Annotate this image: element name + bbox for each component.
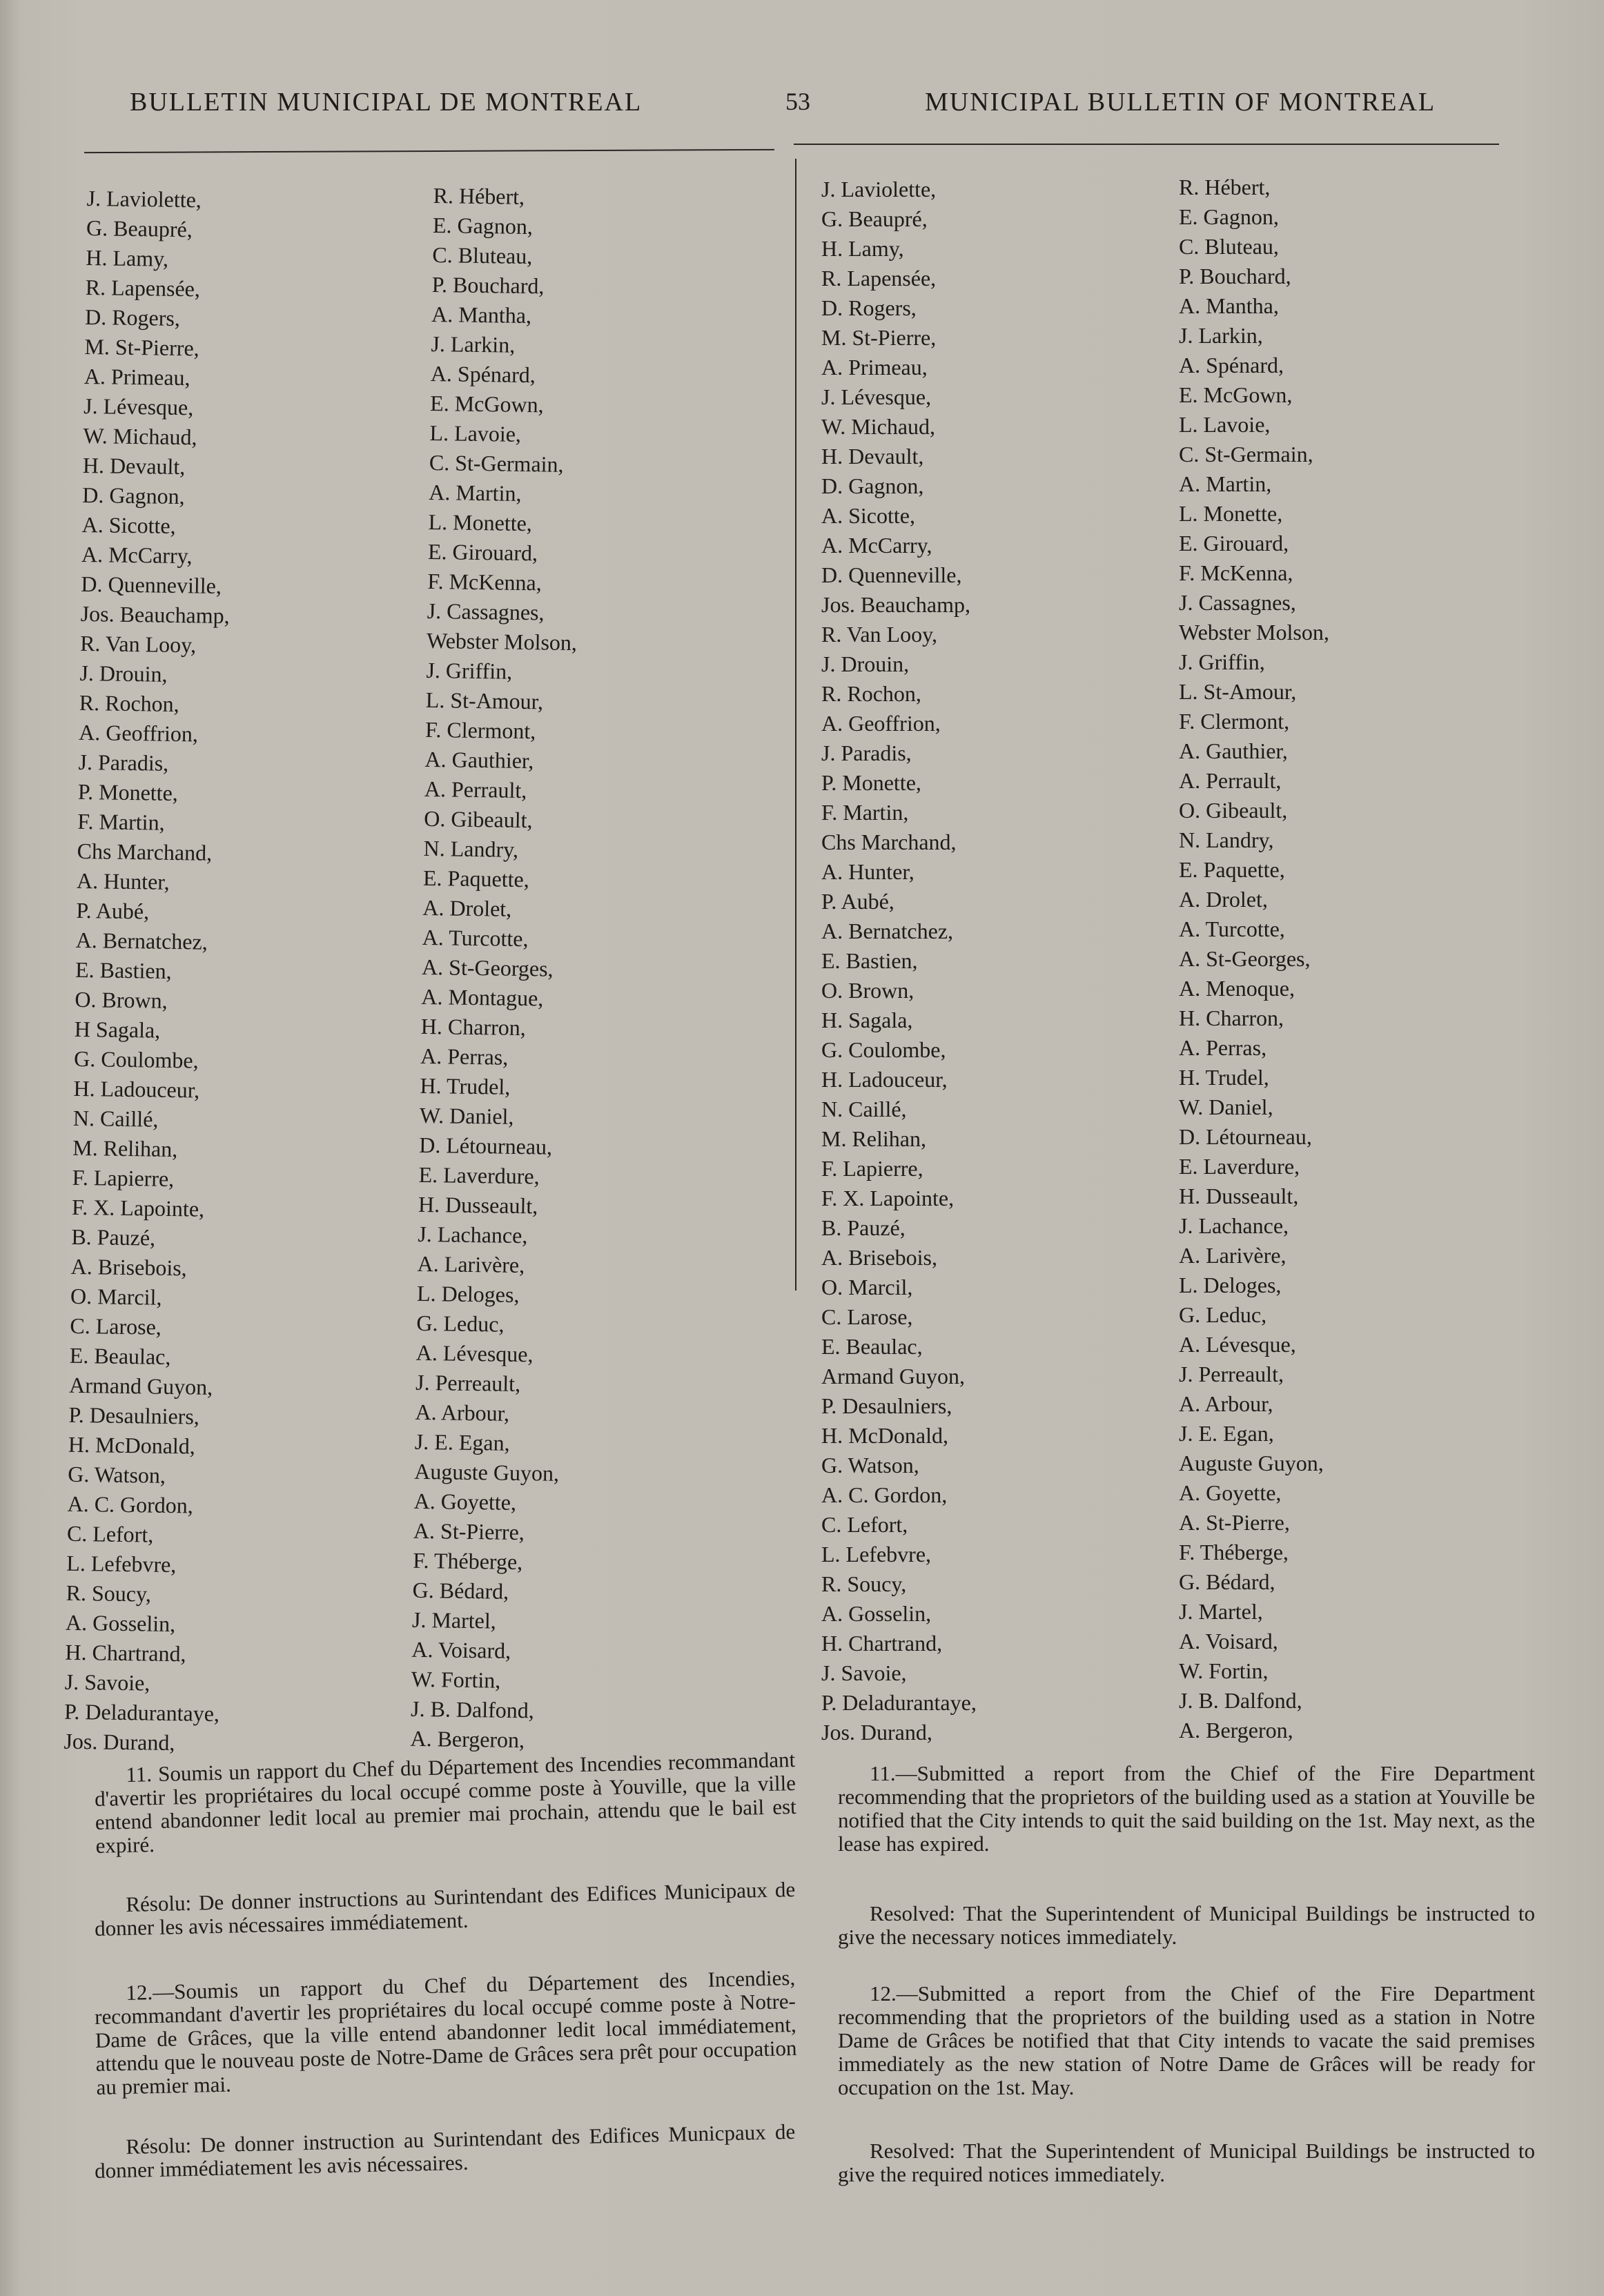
name-entry: P. Desaulniers, <box>821 1393 952 1418</box>
name-entry: W. Michaud, <box>83 422 197 450</box>
name-entry: J. Lachance, <box>418 1221 528 1248</box>
english-names-column-2 <box>1179 173 1329 1745</box>
name-entry: E. Bastien, <box>75 956 172 983</box>
name-entry: C. Bluteau, <box>432 242 533 269</box>
name-entry: A. Sicotte, <box>821 503 915 528</box>
header-rule-left <box>84 149 774 153</box>
french-names-column-2 <box>410 181 584 1756</box>
name-entry: R. Van Looy, <box>79 630 197 658</box>
name-entry: H. Ladouceur, <box>821 1067 948 1092</box>
english-names-column-1 <box>821 175 977 1747</box>
name-entry: P. Aubé, <box>76 897 150 924</box>
name-entry: Webster Molson, <box>1179 620 1329 645</box>
name-entry: H. McDonald, <box>68 1431 196 1459</box>
name-entry: L. Monette, <box>1179 501 1283 526</box>
name-entry: A. Perrault, <box>424 776 527 803</box>
name-entry: A. St-Georges, <box>421 954 554 981</box>
name-entry: R. Soucy, <box>821 1571 907 1596</box>
name-entry: A. Lévesque, <box>1179 1332 1296 1357</box>
name-entry: J. Lévesque, <box>83 393 194 420</box>
name-entry: Auguste Guyon, <box>1179 1451 1324 1475</box>
name-entry: G. Coulombe, <box>73 1046 199 1073</box>
name-entry: F. McKenna, <box>427 568 542 596</box>
name-entry: R. Hébert, <box>1179 175 1271 199</box>
name-entry: J. Drouin, <box>79 660 168 687</box>
name-entry: G. Beaupré, <box>86 215 193 242</box>
name-entry: H. McDonald, <box>821 1423 948 1448</box>
name-entry: H. Devault, <box>82 452 186 480</box>
name-entry: H Sagala, <box>74 1016 161 1043</box>
name-entry: G. Leduc, <box>1179 1302 1267 1327</box>
name-entry: A. Primeau, <box>84 363 190 391</box>
name-entry: H. Chartrand, <box>821 1631 943 1656</box>
name-entry: G. Beaupré, <box>821 206 928 231</box>
name-entry: A. Perras, <box>420 1043 509 1070</box>
name-entry: O. Brown, <box>821 978 915 1003</box>
name-entry: A. St-Pierre, <box>1179 1510 1290 1535</box>
name-entry: A. St-Pierre, <box>413 1518 525 1545</box>
name-entry: G. Leduc, <box>416 1310 505 1337</box>
name-entry: E. Paquette, <box>422 865 530 892</box>
page-number: 53 <box>785 88 810 115</box>
name-entry: H. Dusseault, <box>418 1191 538 1219</box>
name-entry: A. Gosselin, <box>821 1601 932 1626</box>
name-entry: D. Rogers, <box>84 304 181 331</box>
name-entry: R. Soucy, <box>66 1580 152 1607</box>
name-entry: F. Clermont, <box>1179 709 1290 734</box>
name-entry: A. Menoque, <box>1179 976 1295 1001</box>
name-entry: J. Perreault, <box>1179 1362 1284 1386</box>
name-entry: A. Turcotte, <box>1179 916 1285 941</box>
name-entry: Jos. Durand, <box>821 1720 932 1745</box>
name-entry: E. Beaulac, <box>69 1342 171 1369</box>
name-entry: B. Pauzé, <box>821 1215 906 1240</box>
name-entry: A. Geoffrion, <box>821 711 941 736</box>
english-item-11: 11.—Submitted a report from the Chief of the Fire Department recommending that the proprietors of the building used as a station at Youville be notified that the City intends to quit the said building on the 1st. May next, as the lease has expired. <box>838 1761 1535 1856</box>
name-entry: A. Lévesque, <box>415 1340 534 1367</box>
name-entry: R. Van Looy, <box>821 622 937 647</box>
name-entry: A. Gauthier, <box>1179 738 1288 763</box>
name-entry: J. Cassagnes, <box>1179 590 1296 615</box>
name-entry: J. Perreault, <box>415 1369 521 1397</box>
name-entry: H. Charron, <box>420 1013 527 1041</box>
name-entry: C. Larose, <box>821 1304 913 1329</box>
name-entry: E. Laverdure, <box>418 1161 540 1189</box>
name-entry: F. Clermont, <box>424 716 536 744</box>
name-entry: J. Lachance, <box>1179 1213 1289 1238</box>
name-entry: A. Mantha, <box>1179 293 1279 318</box>
name-entry: J. Martel, <box>411 1607 497 1633</box>
name-entry: G. Watson, <box>821 1453 919 1478</box>
name-entry: Auguste Guyon, <box>413 1458 560 1486</box>
name-entry: A. Bernatchez, <box>75 927 208 954</box>
name-entry: A. McCarry, <box>81 541 193 569</box>
name-entry: J. Griffin, <box>426 657 513 684</box>
name-entry: A. Sicotte, <box>81 511 176 538</box>
name-entry: N. Landry, <box>1179 827 1274 852</box>
name-entry: J. Lévesque, <box>821 384 932 409</box>
name-entry: D. Rogers, <box>821 295 917 320</box>
name-entry: O. Gibeault, <box>1179 798 1288 823</box>
name-entry: J. Laviolette, <box>821 177 937 202</box>
name-entry: A. Goyette, <box>413 1488 517 1515</box>
header-right-title: MUNICIPAL BULLETIN OF MONTREAL <box>925 88 1436 117</box>
name-entry: N. Caillé, <box>72 1105 159 1132</box>
name-entry: J. B. Dalfond, <box>410 1696 535 1723</box>
name-entry: H. Sagala, <box>821 1008 913 1032</box>
name-entry: E. Laverdure, <box>1179 1154 1300 1179</box>
name-entry: A. C. Gordon, <box>67 1491 194 1518</box>
name-entry: F. Lapierre, <box>821 1156 923 1181</box>
name-entry: J. E. Egan, <box>414 1429 510 1455</box>
french-item-12: 12.—Soumis un rapport du Chef du Département des Incendies, recommandant d'avertir les propriétaires du local occupé comme poste à Notre-Dame de Grâces, que la ville entend abandonner ledit local immédiatement, attendu que le nouveau poste de Notre-Dame de Grâces sera prêt pour occupation au premier mai. <box>94 1965 797 2099</box>
name-entry: A. Hunter, <box>76 867 170 894</box>
name-entry: G. Watson, <box>67 1461 166 1488</box>
name-entry: Jos. Beauchamp, <box>80 600 230 629</box>
name-entry: F. Théberge, <box>413 1547 523 1575</box>
name-entry: C. Lefort, <box>66 1520 154 1547</box>
name-entry: J. E. Egan, <box>1179 1421 1274 1446</box>
name-entry: B. Pauzé, <box>71 1224 156 1250</box>
name-entry: O. Marcil, <box>70 1283 162 1310</box>
name-entry: A. Larivère, <box>417 1250 525 1278</box>
name-entry: A. Mantha, <box>431 301 532 328</box>
name-entry: A. Brisebois, <box>821 1245 937 1270</box>
name-entry: Webster Molson, <box>426 627 578 656</box>
name-entry: C. Lefort, <box>821 1512 908 1537</box>
name-entry: F. X. Lapointe, <box>821 1186 955 1210</box>
name-entry: E. Girouard, <box>1179 531 1289 556</box>
name-entry: G. Bédard, <box>412 1577 509 1604</box>
name-entry: P. Deladurantaye, <box>821 1690 977 1715</box>
name-entry: A. Bergeron, <box>410 1725 525 1753</box>
name-entry: C. Bluteau, <box>1179 234 1279 259</box>
name-entry: J. Larkin, <box>1179 323 1263 348</box>
name-entry: R. Rochon, <box>79 689 179 717</box>
name-entry: A. Arbour, <box>1179 1391 1273 1416</box>
name-entry: F. Lapierre, <box>72 1164 175 1192</box>
name-entry: L. St-Amour, <box>1179 679 1297 704</box>
french-resolution-11: Résolu: De donner instructions au Surintendant des Edifices Municipaux de donner les avis nécessaires immédiatement. <box>94 1876 796 1941</box>
name-entry: C. St-Germain, <box>1179 442 1313 467</box>
french-names-column-1 <box>63 184 242 1758</box>
name-entry: L. Lavoie, <box>1179 412 1271 437</box>
name-entry: J. Martel, <box>1179 1599 1263 1624</box>
name-entry: J. Cassagnes, <box>427 598 545 625</box>
name-entry: R. Lapensée, <box>821 266 937 291</box>
name-entry: N. Caillé, <box>821 1097 907 1121</box>
name-entry: F. McKenna, <box>1179 560 1293 585</box>
name-entry: Armand Guyon, <box>68 1372 213 1400</box>
name-entry: A. Primeau, <box>821 355 928 380</box>
name-entry: J. Paradis, <box>78 749 169 776</box>
name-entry: A. Brisebois, <box>70 1253 187 1281</box>
name-entry: D. Gagnon, <box>82 482 185 509</box>
name-entry: Chs Marchand, <box>821 830 957 854</box>
name-entry: L. Deloges, <box>416 1280 520 1308</box>
name-entry: J. B. Dalfond, <box>1179 1688 1302 1713</box>
name-entry: F. Théberge, <box>1179 1540 1289 1564</box>
name-entry: J. Drouin, <box>821 651 910 676</box>
name-entry: H. Lamy, <box>821 236 904 261</box>
name-entry: H. Chartrand, <box>65 1639 186 1667</box>
name-entry: D. Létourneau, <box>419 1132 553 1159</box>
name-entry: P. Deladurantaye, <box>63 1698 220 1727</box>
column-divider <box>795 159 796 1291</box>
name-entry: J. Savoie, <box>64 1669 150 1696</box>
english-item-12: 12.—Submitted a report from the Chief of the Fire Department recommending that the proprietors of the building used as a station in Notre Dame de Grâces be notified that that City intends to vacate the said premises immediately as the new station of Notre Dame de Grâces will be ready for occupation on the 1st. May. <box>838 1981 1535 2099</box>
name-entry: A. Bergeron, <box>1179 1718 1293 1743</box>
header-rule-right <box>794 144 1499 145</box>
name-entry: G. Coulombe, <box>821 1037 946 1062</box>
name-entry: O. Marcil, <box>821 1275 913 1299</box>
name-entry: M. St-Pierre, <box>84 333 199 361</box>
name-entry: A. St-Georges, <box>1179 946 1311 971</box>
name-entry: Chs Marchand, <box>77 838 213 865</box>
name-entry: E. Gagnon, <box>432 212 534 239</box>
name-entry: O. Gibeault, <box>424 805 533 833</box>
name-entry: D. Létourneau, <box>1179 1124 1312 1149</box>
name-entry: A. Hunter, <box>821 859 915 884</box>
name-entry: P. Monette, <box>77 778 179 806</box>
name-entry: C. Larose, <box>70 1313 162 1340</box>
name-entry: E. Beaulac, <box>821 1334 923 1359</box>
name-entry: A. Gosselin, <box>65 1609 176 1637</box>
name-entry: A. Spénard, <box>430 360 536 388</box>
name-entry: A. Geoffrion, <box>78 719 199 747</box>
name-entry: C. St-Germain, <box>429 449 564 477</box>
name-entry: H. Ladouceur, <box>73 1075 200 1103</box>
name-entry: A. Voisard, <box>411 1636 511 1663</box>
name-entry: P. Monette, <box>821 770 921 795</box>
name-entry: E. Bastien, <box>821 948 918 973</box>
name-entry: L. Lefebvre, <box>66 1550 177 1578</box>
name-entry: A. Drolet, <box>422 894 512 921</box>
name-entry: A. Drolet, <box>1179 887 1268 912</box>
name-entry: H. Charron, <box>1179 1005 1284 1030</box>
header-left-title: BULLETIN MUNICIPAL DE MONTREAL <box>130 88 643 117</box>
name-entry: A. Larivère, <box>1179 1243 1287 1268</box>
name-entry: A. McCarry, <box>821 533 932 558</box>
name-entry: J. Larkin, <box>431 331 516 357</box>
name-entry: H. Dusseault, <box>1179 1184 1299 1208</box>
name-entry: A. Martin, <box>429 479 522 506</box>
name-entry: G. Bédard, <box>1179 1569 1275 1594</box>
name-entry: A. Goyette, <box>1179 1480 1282 1505</box>
name-entry: R. Hébert, <box>433 182 525 209</box>
name-entry: L. St-Amour, <box>425 687 544 714</box>
name-entry: O. Brown, <box>75 986 168 1013</box>
name-entry: L. Lefebvre, <box>821 1542 932 1567</box>
name-entry: D. Quenneville, <box>81 571 222 598</box>
name-entry: A. Martin, <box>1179 471 1272 496</box>
name-entry: A. Turcotte, <box>422 924 529 952</box>
name-entry: A. Arbour, <box>415 1399 510 1426</box>
name-entry: H. Trudel, <box>1179 1065 1269 1090</box>
name-entry: J. Savoie, <box>821 1660 907 1685</box>
name-entry: W. Daniel, <box>1179 1095 1273 1119</box>
name-entry: M. Relihan, <box>72 1135 178 1162</box>
name-entry: E. McGown, <box>429 390 544 418</box>
name-entry: F. Martin, <box>77 808 165 835</box>
name-entry: W. Fortin, <box>1179 1658 1269 1683</box>
name-entry: Jos. Beauchamp, <box>821 592 970 617</box>
name-entry: E. Girouard, <box>427 538 538 566</box>
name-entry: Armand Guyon, <box>821 1364 965 1389</box>
name-entry: W. Daniel, <box>419 1102 514 1129</box>
name-entry: R. Rochon, <box>821 681 921 706</box>
name-entry: E. Gagnon, <box>1179 204 1279 229</box>
name-entry: J. Laviolette, <box>86 185 202 213</box>
name-entry: A. Montague, <box>421 983 544 1011</box>
name-entry: A. Spénard, <box>1179 353 1284 377</box>
name-entry: H. Devault, <box>821 444 924 469</box>
name-entry: A. Gauthier, <box>424 746 534 774</box>
name-entry: H. Lamy, <box>86 244 169 271</box>
name-entry: W. Michaud, <box>821 414 936 439</box>
name-entry: P. Aubé, <box>821 889 894 914</box>
name-entry: R. Lapensée, <box>85 274 201 302</box>
name-entry: Jos. Durand, <box>63 1728 175 1756</box>
name-entry: M. St-Pierre, <box>821 325 937 350</box>
name-entry: A. Bernatchez, <box>821 919 954 943</box>
name-entry: P. Desaulniers, <box>68 1402 200 1429</box>
name-entry: A. Perras, <box>1179 1035 1267 1060</box>
name-entry: A. C. Gordon, <box>821 1482 948 1507</box>
name-entry: M. Relihan, <box>821 1126 926 1151</box>
name-entry: W. Fortin, <box>411 1666 501 1693</box>
name-entry: L. Lavoie, <box>429 420 522 447</box>
name-entry: E. Paquette, <box>1179 857 1285 882</box>
name-entry: J. Paradis, <box>821 740 912 765</box>
english-resolution-12: Resolved: That the Superintendent of Municipal Buildings be instructed to give the required notices immediately. <box>838 2139 1535 2186</box>
french-resolution-12: Résolu: De donner instruction au Surintendant des Edifices Municpaux de donner immédiatement les avis nécessaires. <box>94 2119 796 2183</box>
name-entry: D. Quenneville, <box>821 562 962 587</box>
name-entry: J. Griffin, <box>1179 649 1265 674</box>
name-entry: A. Perrault, <box>1179 768 1282 793</box>
name-entry: L. Monette, <box>428 509 533 536</box>
name-entry: H. Trudel, <box>420 1072 511 1099</box>
name-entry: P. Bouchard, <box>431 271 545 299</box>
name-entry: L. Deloges, <box>1179 1273 1282 1297</box>
name-entry: P. Bouchard, <box>1179 264 1291 288</box>
name-entry: A. Voisard, <box>1179 1629 1278 1654</box>
name-entry: E. McGown, <box>1179 382 1293 407</box>
name-entry: F. Martin, <box>821 800 909 825</box>
name-entry: N. Landry, <box>423 835 519 862</box>
name-entry: D. Gagnon, <box>821 473 924 498</box>
french-item-11: 11. Soumis un rapport du Chef du Département des Incendies recommandant d'avertir les propriétaires du local occupé comme poste à Youville, que la ville entend abandonner ledit local au premier mai prochain, attendu que le bail est expiré. <box>94 1747 797 1858</box>
english-resolution-11: Resolved: That the Superintendent of Municipal Buildings be instructed to give the necessary notices immediately. <box>838 1901 1535 1949</box>
name-entry: F. X. Lapointe, <box>71 1194 205 1221</box>
